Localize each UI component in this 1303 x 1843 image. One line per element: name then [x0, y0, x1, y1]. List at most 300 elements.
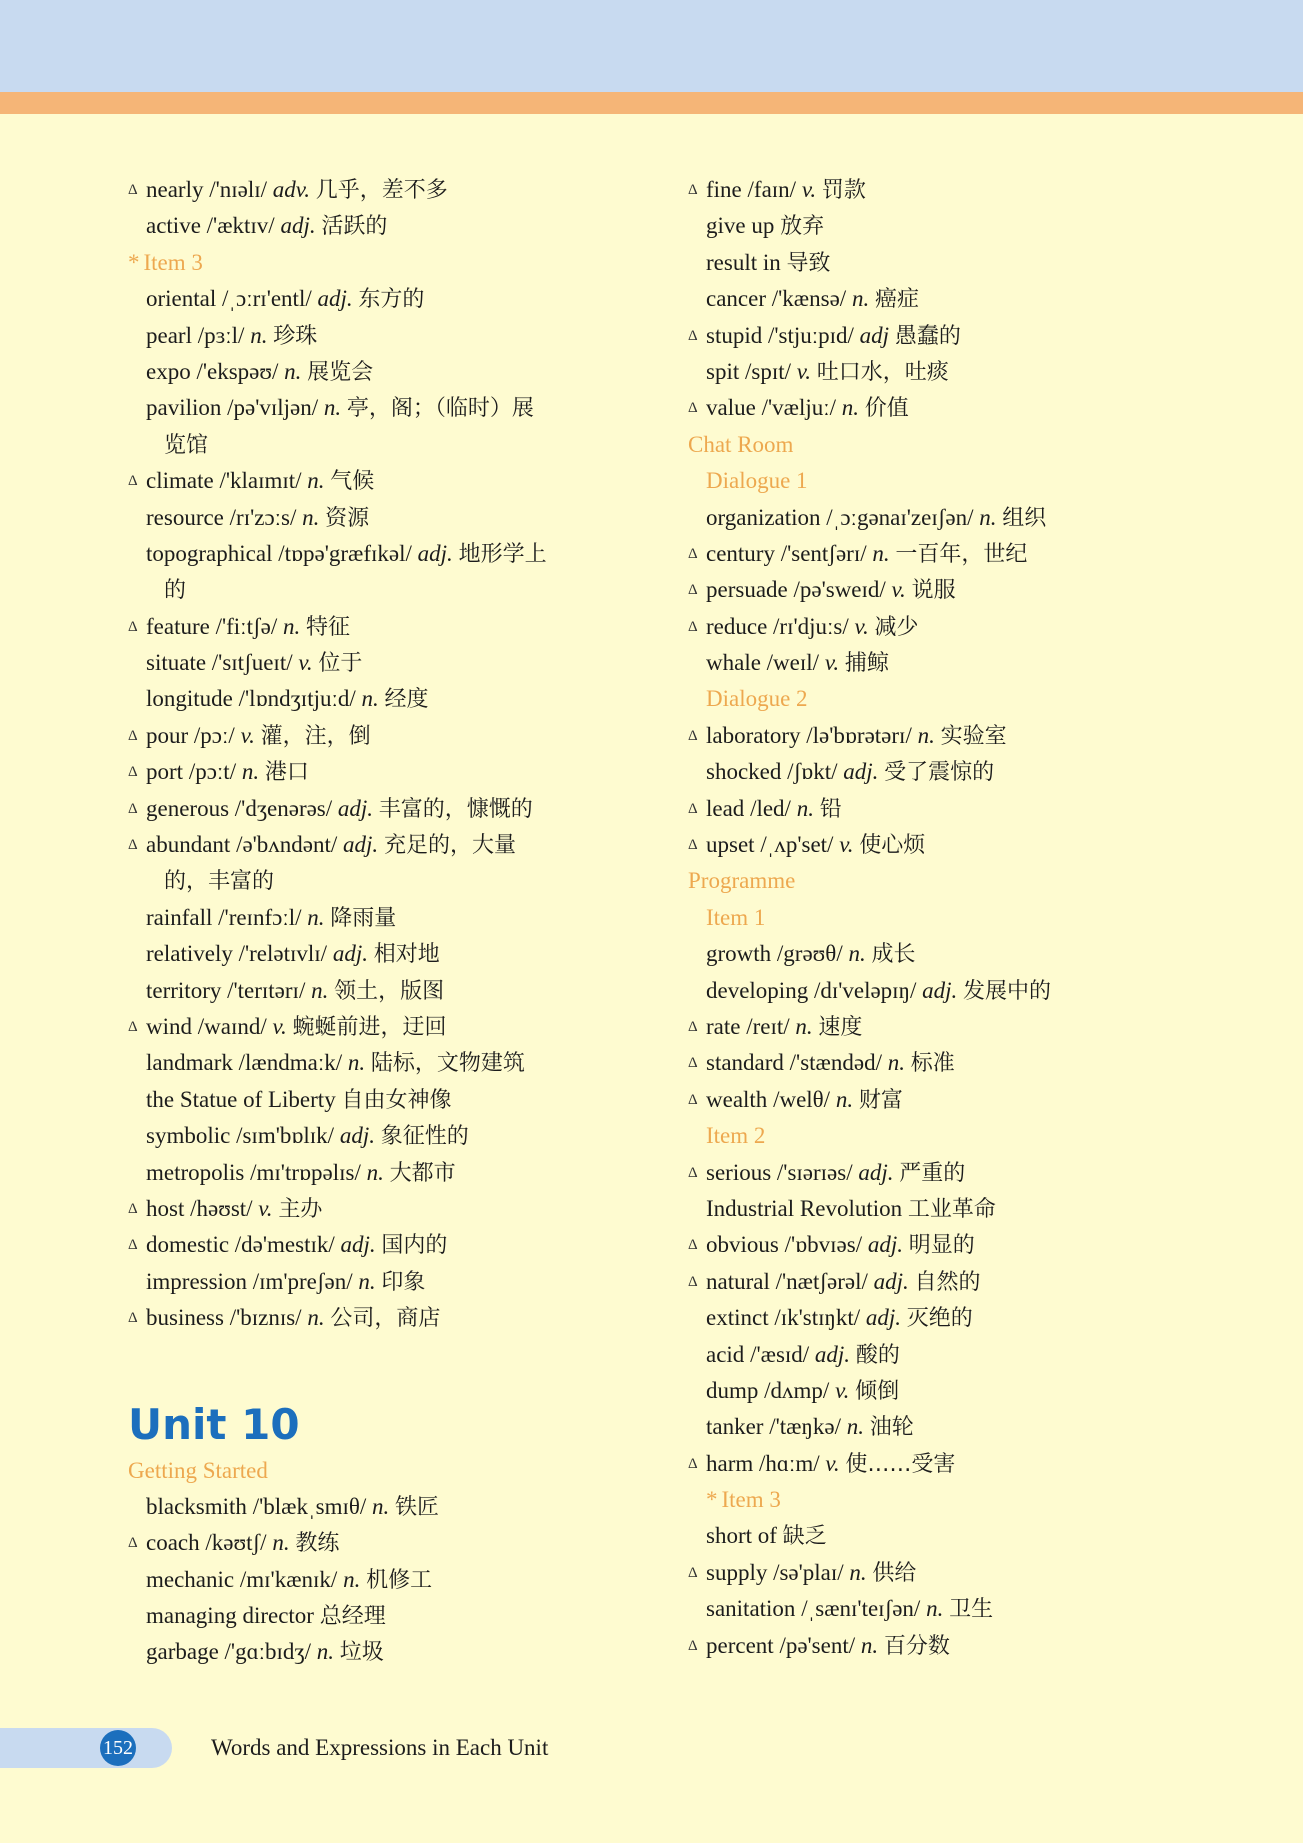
entry-meaning: 机修工	[366, 1567, 433, 1593]
entry-word: relatively	[146, 941, 233, 967]
section-heading-text: Item 3	[721, 1487, 781, 1513]
vocab-entry	[128, 791, 648, 827]
entry-meaning: 几乎，差不多	[315, 178, 448, 203]
new-word-triangle-icon: Δ	[128, 1237, 138, 1254]
entry-phonetic: /'fiːtʃə/	[215, 613, 278, 639]
entry-phonetic: /grəʊθ/	[776, 941, 843, 967]
new-word-triangle-icon: Δ	[688, 1164, 698, 1181]
entry-part-of-speech: n.	[282, 613, 301, 639]
vocab-entry	[688, 1191, 1248, 1227]
entry-word: wealth	[706, 1086, 768, 1112]
entry-part-of-speech: n.	[347, 1050, 366, 1076]
vocab-entry	[688, 1518, 1248, 1554]
vocab-entry	[688, 281, 1248, 317]
vocab-entry	[688, 1446, 1248, 1482]
section-heading-text: Programme	[688, 868, 796, 894]
new-word-triangle-icon: Δ	[128, 1310, 138, 1327]
entry-part-of-speech: n.	[841, 395, 859, 421]
entry-continuation	[128, 427, 648, 463]
entry-word: natural	[706, 1268, 770, 1294]
entry-phonetic: /rɪ'djuːs/	[773, 613, 849, 639]
entry-meaning: 自然的	[914, 1269, 981, 1295]
entry-word: territory	[146, 977, 222, 1003]
entry-meaning: 自由女神像	[341, 1087, 452, 1113]
vocab-entry	[688, 245, 1248, 281]
entry-phonetic: /'blækˌsmɪθ/	[252, 1493, 367, 1519]
section-heading	[688, 900, 1248, 936]
entry-phonetic: /'nɪəlɪ/	[209, 177, 268, 202]
entry-meaning: 垃圾	[339, 1640, 384, 1666]
vocab-entry	[688, 1082, 1248, 1118]
new-word-triangle-icon: Δ	[688, 400, 698, 417]
entry-phonetic: /'reɪnfɔːl/	[218, 904, 302, 930]
vocab-entry	[128, 390, 648, 426]
entry-meaning: 百分数	[883, 1633, 950, 1659]
entry-phonetic: /həʊst/	[190, 1195, 253, 1221]
entry-part-of-speech: n.	[860, 1632, 879, 1658]
section-heading	[128, 245, 648, 281]
entry-phonetic: /'æktɪv/	[206, 213, 275, 239]
entry-word: oriental	[146, 286, 217, 312]
entry-part-of-speech: n.	[872, 540, 890, 566]
entry-part-of-speech: n.	[284, 358, 302, 384]
entry-phonetic: /'sɪərɪəs/	[776, 1159, 853, 1185]
entry-part-of-speech: n.	[846, 1414, 864, 1440]
entry-part-of-speech: v.	[824, 650, 840, 676]
entry-word: expo	[146, 358, 191, 384]
entry-phonetic: /spɪt/	[744, 358, 791, 384]
entry-meaning: 的	[164, 578, 187, 604]
section-heading	[688, 863, 1248, 899]
entry-meaning: 活跃的	[321, 214, 388, 240]
entry-phonetic: /hɑːm/	[759, 1450, 820, 1476]
entry-part-of-speech: adj.	[417, 540, 453, 566]
entry-word: port	[146, 759, 184, 785]
entry-meaning: 供给	[872, 1560, 917, 1586]
vocab-entry	[128, 1300, 648, 1336]
section-heading	[688, 427, 1248, 463]
new-word-triangle-icon: Δ	[688, 1018, 698, 1035]
section-heading-text: Item 1	[706, 904, 766, 930]
vocab-entry	[688, 354, 1248, 390]
entry-word: blacksmith	[146, 1493, 247, 1519]
vocab-entry	[688, 973, 1248, 1009]
vocab-entry	[688, 1409, 1248, 1445]
new-word-triangle-icon: Δ	[128, 800, 138, 817]
vocab-entry	[128, 1191, 648, 1227]
entry-part-of-speech: adj.	[343, 832, 379, 858]
entry-meaning: 铅	[819, 796, 842, 822]
entry-meaning: 展览会	[307, 359, 374, 385]
entry-part-of-speech: n.	[849, 1559, 867, 1585]
entry-word: pavilion	[146, 395, 222, 421]
entry-continuation	[128, 572, 648, 608]
entry-phonetic: /pə'sent/	[779, 1632, 856, 1658]
entry-phonetic: /mɪ'trɒpəlɪs/	[250, 1159, 361, 1185]
entry-word: managing director	[146, 1603, 314, 1629]
entry-phonetic: /'væljuː/	[761, 395, 836, 421]
entry-meaning: 相对地	[373, 942, 440, 968]
vocab-entry	[688, 1045, 1248, 1081]
entry-phonetic: /'sentʃərɪ/	[780, 540, 867, 566]
entry-phonetic: /ˌɔːgənaɪ'zeɪʃən/	[826, 504, 974, 530]
new-word-triangle-icon: Δ	[688, 1564, 698, 1581]
vocab-entry	[128, 1227, 648, 1263]
vocab-entry	[688, 791, 1248, 827]
vocab-entry	[128, 1045, 648, 1081]
vocab-entry	[688, 1628, 1248, 1664]
entry-part-of-speech: v.	[801, 177, 817, 202]
entry-word: rate	[706, 1013, 741, 1039]
entry-part-of-speech: adj.	[337, 795, 374, 821]
entry-part-of-speech: n.	[917, 722, 935, 748]
entry-word: garbage	[146, 1639, 219, 1665]
entry-phonetic: /led/	[750, 795, 791, 821]
entry-part-of-speech: n.	[358, 1268, 376, 1294]
vocab-entry	[128, 1525, 648, 1561]
entry-part-of-speech: v.	[839, 832, 854, 858]
vocab-entry	[128, 500, 648, 536]
entry-meaning: 缺乏	[782, 1524, 827, 1550]
entry-part-of-speech: adj.	[339, 1123, 375, 1149]
entry-meaning: 工业革命	[907, 1196, 996, 1222]
entry-phonetic: /waɪnd/	[197, 1013, 267, 1039]
entry-word: organization	[706, 504, 821, 530]
vocab-entry	[688, 1227, 1248, 1263]
new-word-triangle-icon: Δ	[688, 1273, 698, 1290]
vocab-entry	[128, 463, 648, 499]
entry-part-of-speech: v.	[258, 1195, 273, 1221]
entry-part-of-speech: adj.	[340, 1232, 376, 1258]
section-heading-text: Item 3	[143, 249, 203, 275]
entry-part-of-speech: n.	[272, 1530, 290, 1556]
vocab-entry	[688, 318, 1248, 354]
entry-part-of-speech: adj.	[317, 286, 353, 312]
entry-part-of-speech: n.	[302, 504, 320, 530]
entry-phonetic: /ʃɒkt/	[787, 759, 838, 785]
entry-word: give up	[706, 213, 775, 239]
entry-part-of-speech: n.	[311, 977, 329, 1003]
entry-phonetic: /'lɒndʒɪtjuːd/	[238, 686, 356, 712]
entry-word: sanitation	[706, 1596, 796, 1622]
spacer	[128, 1337, 648, 1377]
optional-star-icon: *	[706, 1487, 718, 1513]
new-word-triangle-icon: Δ	[128, 837, 138, 854]
entry-word: active	[146, 213, 201, 239]
header-orange-rule	[0, 92, 1303, 114]
entry-phonetic: /rɪ'zɔːs/	[229, 504, 297, 530]
entry-word: climate	[146, 468, 214, 494]
new-word-triangle-icon: Δ	[128, 1200, 138, 1217]
entry-word: fine	[706, 177, 742, 202]
section-heading	[688, 681, 1248, 717]
section-heading-text: Chat Room	[688, 431, 794, 457]
vocab-entry	[128, 1082, 648, 1118]
entry-word: domestic	[146, 1232, 230, 1258]
entry-phonetic: /'relətɪvlɪ/	[238, 941, 328, 967]
entry-phonetic: /ɪk'stɪŋkt/	[774, 1305, 861, 1331]
entry-word: stupid	[706, 322, 763, 348]
entry-meaning: 国内的	[381, 1233, 448, 1259]
entry-phonetic: /sɪm'bɒlɪk/	[236, 1123, 335, 1149]
entry-phonetic: /'terɪtərɪ/	[227, 977, 306, 1003]
entry-meaning: 特征	[305, 614, 350, 640]
footer-page-tab	[0, 1728, 172, 1768]
entry-meaning: 领土，版图	[334, 978, 445, 1004]
vocab-entry	[688, 1555, 1248, 1591]
vocab-entry	[128, 754, 648, 790]
entry-meaning: 印象	[381, 1269, 426, 1295]
entry-word: whale	[706, 650, 761, 676]
vocab-entry	[128, 645, 648, 681]
vocab-entry	[688, 645, 1248, 681]
vocab-entry	[688, 754, 1248, 790]
entry-phonetic: /ˌɔːrɪ'entl/	[222, 286, 312, 312]
entry-part-of-speech: v.	[891, 577, 906, 603]
new-word-triangle-icon: Δ	[688, 182, 698, 198]
entry-meaning: 使……受害	[845, 1451, 956, 1477]
vocab-entry	[688, 500, 1248, 536]
new-word-triangle-icon: Δ	[128, 182, 138, 198]
entry-word: symbolic	[146, 1123, 231, 1149]
entry-meaning: 东方的	[358, 287, 425, 313]
new-word-triangle-icon: Δ	[688, 1455, 698, 1472]
entry-phonetic: /mɪ'kænɪk/	[239, 1566, 338, 1592]
entry-meaning: 铁匠	[395, 1494, 440, 1520]
entry-word: percent	[706, 1632, 774, 1658]
vocab-entry	[128, 536, 648, 572]
entry-part-of-speech: v.	[835, 1377, 850, 1403]
entry-phonetic: /pɔː/	[193, 722, 235, 748]
entry-word: growth	[706, 941, 772, 967]
entry-word: extinct	[706, 1305, 769, 1331]
entry-word: metropolis	[146, 1159, 245, 1185]
entry-meaning: 成长	[871, 942, 916, 968]
header-band	[0, 0, 1303, 92]
section-heading-text: Getting Started	[128, 1457, 268, 1483]
entry-part-of-speech: n.	[343, 1566, 361, 1592]
entry-meaning: 罚款	[821, 178, 866, 203]
entry-word: host	[146, 1195, 185, 1221]
entry-part-of-speech: n.	[835, 1086, 854, 1112]
vocab-entry	[128, 281, 648, 317]
entry-word: supply	[706, 1559, 768, 1585]
entry-phonetic: /lændmaːk/	[238, 1050, 343, 1076]
entry-meaning: 降雨量	[330, 905, 397, 931]
vocab-entry	[128, 208, 648, 244]
entry-meaning: 主办	[278, 1196, 323, 1222]
entry-meaning: 览馆	[164, 432, 209, 458]
vocab-entry	[688, 208, 1248, 244]
entry-meaning: 陆标，文物建筑	[370, 1051, 525, 1077]
entry-part-of-speech: n.	[250, 322, 268, 348]
entry-word: upset	[706, 832, 755, 858]
entry-meaning: 速度	[818, 1014, 863, 1040]
entry-part-of-speech: n.	[979, 504, 997, 530]
entry-phonetic: /sə'plaɪ/	[773, 1559, 844, 1585]
entry-phonetic: /kəʊtʃ/	[205, 1530, 267, 1556]
entry-meaning: 灌，注，倒	[260, 723, 371, 749]
entry-meaning: 标准	[910, 1051, 955, 1077]
entry-meaning: 蜿蜒前进，迂回	[292, 1014, 447, 1040]
entry-word: Industrial Revolution	[706, 1195, 903, 1221]
entry-word: harm	[706, 1450, 754, 1476]
entry-part-of-speech: n.	[241, 759, 260, 785]
entry-part-of-speech: v.	[854, 613, 869, 639]
section-heading-text: Dialogue 2	[706, 686, 808, 712]
new-word-triangle-icon: Δ	[688, 1055, 698, 1072]
entry-part-of-speech: adj.	[814, 1341, 851, 1367]
entry-meaning: 明显的	[908, 1233, 975, 1259]
entry-word: longitude	[146, 686, 233, 712]
entry-meaning: 经度	[384, 687, 429, 713]
entry-meaning: 丰富的，慷慨的	[378, 796, 533, 822]
entry-meaning: 珍珠	[273, 323, 318, 349]
entry-phonetic: /ə'bʌndənt/	[236, 832, 338, 858]
entry-part-of-speech: adj	[859, 322, 890, 348]
entry-word: century	[706, 540, 775, 566]
entry-word: tanker	[706, 1414, 764, 1440]
vocab-entry	[688, 1591, 1248, 1627]
entry-word: result in	[706, 249, 781, 275]
entry-part-of-speech: n.	[316, 1639, 334, 1665]
entry-part-of-speech: n.	[848, 941, 866, 967]
entry-meaning: 公司，商店	[330, 1306, 441, 1332]
new-word-triangle-icon: Δ	[128, 1018, 138, 1035]
entry-word: resource	[146, 504, 224, 530]
entry-part-of-speech: adj.	[865, 1305, 902, 1331]
new-word-triangle-icon: Δ	[688, 727, 698, 744]
entry-part-of-speech: n.	[795, 1013, 813, 1039]
entry-word: situate	[146, 650, 207, 676]
entry-meaning: 发展中的	[962, 978, 1051, 1004]
vocab-entry	[688, 172, 1248, 208]
vocab-entry	[128, 1264, 648, 1300]
entry-part-of-speech: n.	[851, 286, 870, 312]
entry-phonetic: /faɪn/	[747, 177, 797, 202]
entry-word: pearl	[146, 322, 192, 348]
entry-word: short of	[706, 1523, 777, 1549]
section-heading	[688, 1118, 1248, 1154]
entry-meaning: 大都市	[389, 1160, 456, 1186]
vocab-entry	[128, 900, 648, 936]
section-heading	[128, 1453, 648, 1489]
entry-meaning: 实验室	[940, 723, 1007, 749]
entry-word: spit	[706, 358, 740, 384]
entry-part-of-speech: n.	[307, 1305, 325, 1331]
entry-phonetic: /pə'sweɪd/	[793, 577, 886, 603]
entry-meaning: 倾倒	[855, 1378, 900, 1404]
entry-meaning: 油轮	[869, 1415, 914, 1441]
entry-meaning: 亭，阁；（临时）展	[346, 396, 534, 422]
entry-meaning: 总经理	[319, 1604, 386, 1630]
entry-phonetic: /pɔːt/	[188, 759, 237, 785]
entry-meaning: 卫生	[949, 1597, 994, 1623]
vocab-entry	[128, 354, 648, 390]
entry-part-of-speech: n.	[307, 904, 325, 930]
entry-word: topographical	[146, 540, 273, 566]
entry-part-of-speech: adj.	[867, 1232, 903, 1258]
entry-part-of-speech: adv.	[272, 177, 311, 202]
entry-phonetic: /pə'vɪljən/	[227, 395, 319, 421]
vocab-entry	[688, 390, 1248, 426]
entry-meaning: 气候	[330, 469, 375, 495]
vocab-entry	[128, 1489, 648, 1525]
entry-phonetic: /reɪt/	[746, 1013, 790, 1039]
entry-phonetic: /'gɑːbɪdʒ/	[224, 1639, 311, 1665]
entry-meaning: 财富	[858, 1087, 903, 1113]
entry-phonetic: /tɒpə'græfɪkəl/	[278, 540, 412, 566]
entry-part-of-speech: adj.	[280, 213, 316, 239]
footer-title: Words and Expressions in Each Unit	[211, 1735, 549, 1760]
entry-meaning: 捕鲸	[844, 651, 889, 677]
optional-star-icon: *	[128, 249, 140, 275]
vocab-entry	[128, 1118, 648, 1154]
new-word-triangle-icon: Δ	[688, 545, 698, 562]
vocab-entry	[128, 827, 648, 863]
new-word-triangle-icon: Δ	[688, 582, 698, 599]
vocab-entry	[688, 827, 1248, 863]
vocab-entry	[128, 1155, 648, 1191]
vocab-entry	[128, 936, 648, 972]
entry-phonetic: /'stændəd/	[789, 1050, 882, 1076]
entry-meaning: 癌症	[874, 287, 919, 313]
entry-word: acid	[706, 1341, 745, 1367]
entry-word: mechanic	[146, 1566, 235, 1592]
entry-word: laboratory	[706, 722, 801, 748]
entry-part-of-speech: n.	[796, 795, 814, 821]
entry-part-of-speech: v.	[298, 650, 313, 676]
entry-meaning: 教练	[295, 1531, 340, 1557]
vocab-entry	[688, 1155, 1248, 1191]
entry-part-of-speech: adj.	[332, 941, 368, 967]
vocab-entry	[688, 1300, 1248, 1336]
vocab-entry	[128, 973, 648, 1009]
section-heading	[688, 463, 1248, 499]
entry-word: serious	[706, 1159, 772, 1185]
vocab-entry	[688, 572, 1248, 608]
entry-phonetic: /welθ/	[773, 1086, 831, 1112]
new-word-triangle-icon: Δ	[688, 1091, 698, 1108]
entry-phonetic: /ˌʌp'set/	[760, 832, 834, 858]
entry-meaning: 地形学上	[458, 541, 547, 567]
new-word-triangle-icon: Δ	[128, 473, 138, 490]
new-word-triangle-icon: Δ	[128, 1535, 138, 1552]
entry-meaning: 象征性的	[380, 1124, 469, 1150]
entry-phonetic: /'ekspəʊ/	[196, 358, 279, 384]
entry-meaning: 组织	[1002, 505, 1047, 531]
entry-word: the Statue of Liberty	[146, 1086, 336, 1112]
vocab-entry	[688, 1009, 1248, 1045]
vocab-entry	[688, 609, 1248, 645]
entry-word: landmark	[146, 1050, 233, 1076]
entry-part-of-speech: adj.	[843, 759, 879, 785]
new-word-triangle-icon: Δ	[128, 764, 138, 781]
entry-phonetic: /dʌmp/	[764, 1377, 830, 1403]
entry-meaning: 资源	[325, 505, 370, 531]
entry-word: business	[146, 1305, 224, 1331]
vocab-entry	[128, 681, 648, 717]
entry-phonetic: /'nætʃərəl/	[775, 1268, 868, 1294]
entry-part-of-speech: n.	[372, 1493, 390, 1519]
entry-word: obvious	[706, 1232, 779, 1258]
vocab-entry	[128, 1598, 648, 1634]
entry-word: generous	[146, 795, 230, 821]
entry-meaning: 减少	[874, 614, 919, 640]
vocab-entry	[128, 609, 648, 645]
entry-phonetic: /lə'bɒrətərɪ/	[806, 722, 912, 748]
entry-meaning: 充足的，大量	[383, 833, 516, 859]
